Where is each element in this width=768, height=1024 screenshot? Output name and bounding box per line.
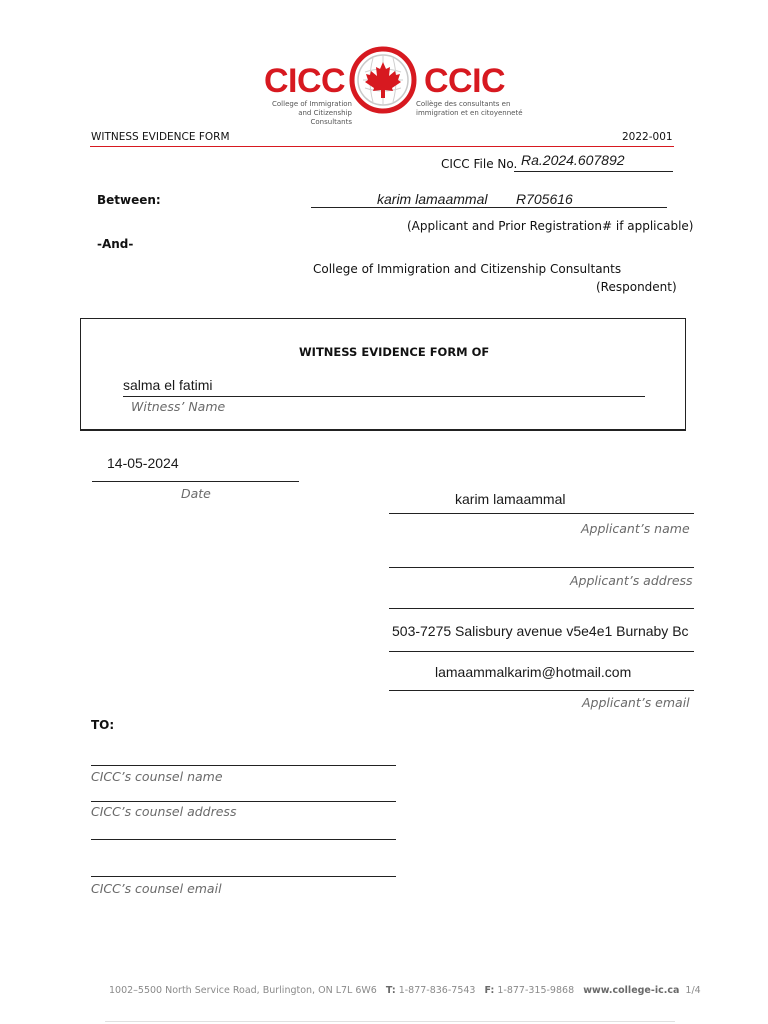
logo: [252, 44, 524, 126]
respondent-name: College of Immigration and Citizenship Consultants: [313, 262, 622, 276]
counsel-email-caption: CICC’s counsel email: [91, 881, 222, 896]
applicant-name-field[interactable]: karim lamaammal: [377, 191, 488, 207]
footer-divider: [105, 1021, 675, 1022]
applicant-address-value[interactable]: 503-7275 Salisbury avenue v5e4e1 Burnaby Bc: [392, 623, 689, 639]
logo-caption-en-line2: and Citizenship Consultants: [298, 109, 352, 126]
footer-tel: 1-877-836-7543: [398, 985, 476, 996]
file-number-line: [514, 171, 673, 172]
counsel-name-line: [91, 765, 396, 766]
counsel-address-line: [91, 801, 396, 802]
prior-registration-field[interactable]: R705616: [516, 191, 573, 207]
applicant-email-value[interactable]: lamaammalkarim@hotmail.com: [435, 664, 632, 680]
form-title: WITNESS EVIDENCE FORM: [91, 131, 230, 143]
applicant-caption: (Applicant and Prior Registration# if applicable): [407, 219, 694, 233]
applicant-registration-line: [311, 207, 667, 208]
applicant-name-value[interactable]: karim lamaammal: [455, 491, 566, 507]
counsel-address-caption: CICC’s counsel address: [91, 804, 237, 819]
logo-word-ccic: CCIC: [424, 62, 506, 100]
footer-tel-label: T:: [385, 985, 396, 996]
footer-address: 1002–5500 North Service Road, Burlington, ON L7L 6W6: [109, 985, 377, 996]
applicant-address-line-2: [389, 608, 694, 609]
footer-website: www.college-ic.ca: [583, 985, 680, 996]
to-label: TO:: [91, 718, 115, 732]
date-caption: Date: [181, 486, 211, 501]
logo-word-cicc: CICC: [264, 62, 346, 100]
counsel-address-line-2: [91, 839, 396, 840]
applicant-address-caption: Applicant’s address: [570, 573, 693, 588]
footer-fax-label: F:: [484, 985, 495, 996]
maple-leaf-icon: [349, 46, 417, 114]
applicant-name-caption: Applicant’s name: [581, 521, 690, 536]
logo-caption-en-line1: College of Immigration: [272, 100, 352, 108]
and-label: -And-: [97, 237, 134, 251]
witness-name-field[interactable]: salma el fatimi: [123, 377, 213, 393]
logo-caption-fr-line1: Collège des consultants en: [416, 100, 511, 108]
date-line: [92, 481, 299, 482]
file-number-value[interactable]: Ra.2024.607892: [521, 152, 625, 168]
witness-name-line: [123, 396, 645, 397]
form-code: 2022-001: [622, 131, 673, 143]
counsel-name-caption: CICC’s counsel name: [91, 769, 223, 784]
witness-box: [80, 318, 686, 431]
applicant-name-line: [389, 513, 694, 514]
footer-fax: 1-877-315-9868: [497, 985, 575, 996]
applicant-email-caption: Applicant’s email: [582, 695, 690, 710]
footer: [109, 985, 701, 996]
file-number-label: CICC File No.: [441, 157, 518, 171]
header-divider: [90, 146, 674, 147]
logo-caption-fr-line2: immigration et en citoyenneté: [416, 109, 523, 117]
counsel-email-line: [91, 876, 396, 877]
date-field[interactable]: 14-05-2024: [107, 455, 179, 471]
witness-name-caption: Witness’ Name: [131, 399, 226, 414]
applicant-address-line-3: [389, 651, 694, 652]
applicant-email-line: [389, 690, 694, 691]
witness-heading: WITNESS EVIDENCE FORM OF: [299, 345, 490, 359]
respondent-caption: (Respondent): [596, 280, 677, 294]
between-label: Between:: [97, 193, 161, 207]
footer-page: 1/4: [685, 985, 701, 996]
applicant-address-line: [389, 567, 694, 568]
